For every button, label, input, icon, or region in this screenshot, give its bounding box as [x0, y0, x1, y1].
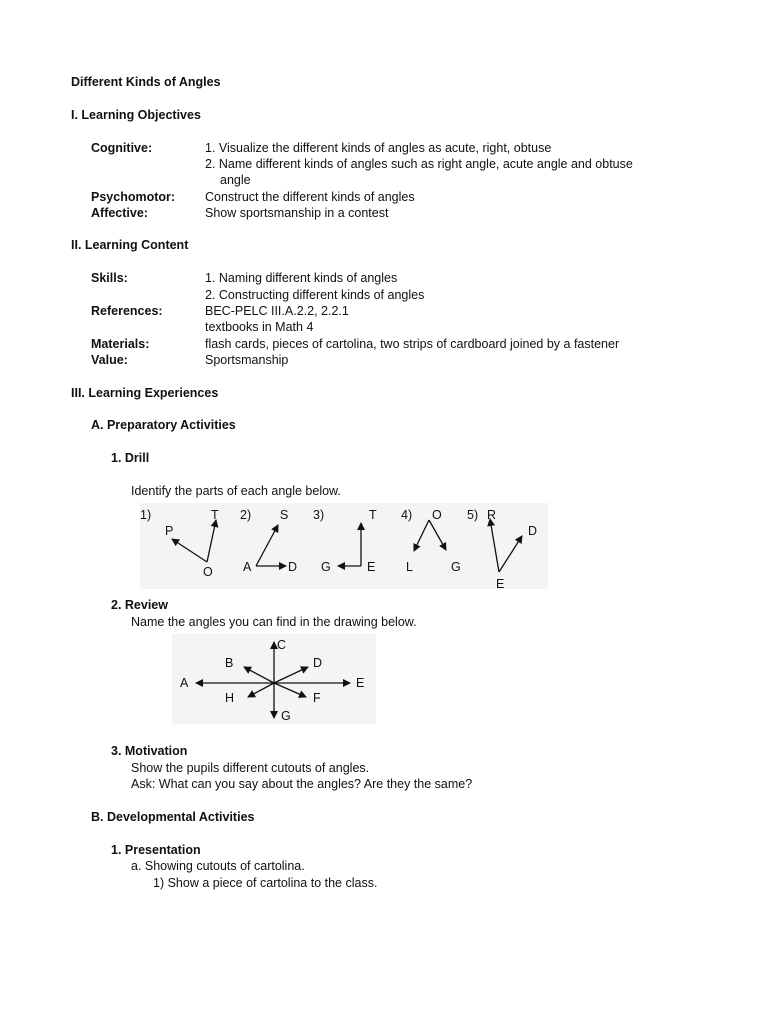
- label-o: O: [203, 565, 213, 579]
- label-e2: E: [496, 577, 505, 589]
- references-label: References:: [91, 304, 163, 318]
- presentation-heading: 1. Presentation: [111, 843, 201, 857]
- motivation-text-2: Ask: What can you say about the angles? Are they the same?: [131, 777, 473, 791]
- review-figure: [172, 634, 376, 724]
- page-title: Different Kinds of Angles: [71, 75, 221, 89]
- materials-label: Materials:: [91, 337, 150, 351]
- angle-3: [321, 508, 377, 574]
- label-l: L: [406, 560, 413, 574]
- label-g2: G: [451, 560, 461, 574]
- cognitive-objective-2-cont: angle: [220, 173, 251, 187]
- presentation-item-a: a. Showing cutouts of cartolina.: [131, 859, 305, 873]
- skills-label: Skills:: [91, 271, 128, 285]
- review-angles-diagram: [172, 634, 376, 724]
- label-e: E: [367, 560, 376, 574]
- cognitive-label: Cognitive:: [91, 141, 153, 155]
- label-s: S: [280, 508, 289, 522]
- skill-1: 1. Naming different kinds of angles: [205, 271, 398, 285]
- reference-1: BEC-PELC III.A.2.2, 2.2.1: [205, 304, 349, 318]
- label-p: P: [165, 524, 174, 538]
- angle-1: [165, 508, 219, 579]
- skill-2: 2. Constructing different kinds of angles: [205, 288, 425, 302]
- affective-label: Affective:: [91, 206, 148, 220]
- label-t: T: [211, 508, 219, 522]
- psychomotor-objective: Construct the different kinds of angles: [205, 190, 415, 204]
- label-g: G: [321, 560, 331, 574]
- label-d: D: [288, 560, 298, 574]
- motivation-text-1: Show the pupils different cutouts of angles.: [131, 761, 370, 775]
- psychomotor-label: Psychomotor:: [91, 190, 176, 204]
- materials-text: flash cards, pieces of cartolina, two strips of cardboard joined by a fastener: [205, 337, 620, 351]
- cognitive-objective-1: 1. Visualize the different kinds of angles as acute, right, obtuse: [205, 141, 552, 155]
- drill-angles-diagram: [140, 503, 548, 589]
- drill-number-3: 3): [313, 508, 325, 522]
- label-c: C: [277, 638, 287, 652]
- label-b: B: [225, 656, 234, 670]
- section-heading-experiences: III. Learning Experiences: [71, 386, 219, 400]
- presentation-item-a1: 1) Show a piece of cartolina to the class.: [153, 876, 378, 890]
- motivation-heading: 3. Motivation: [111, 744, 188, 758]
- label-d3: D: [313, 656, 323, 670]
- drill-number-2: 2): [240, 508, 252, 522]
- label-d2: D: [528, 524, 538, 538]
- label-f: F: [313, 691, 321, 705]
- review-heading: 2. Review: [111, 598, 168, 612]
- drill-number-4: 4): [401, 508, 413, 522]
- drill-number-5: 5): [467, 508, 479, 522]
- section-heading-content: II. Learning Content: [71, 238, 189, 252]
- section-heading-objectives: I. Learning Objectives: [71, 108, 201, 122]
- label-h: H: [225, 691, 235, 705]
- review-instruction: Name the angles you can find in the drawing below.: [131, 615, 417, 629]
- drill-instruction: Identify the parts of each angle below.: [131, 484, 341, 498]
- reference-2: textbooks in Math 4: [205, 320, 314, 334]
- label-a2: A: [180, 676, 189, 690]
- drill-heading: 1. Drill: [111, 451, 150, 465]
- label-g3: G: [281, 709, 291, 723]
- drill-figure: [140, 503, 548, 589]
- label-o2: O: [432, 508, 442, 522]
- cognitive-objective-2: 2. Name different kinds of angles such as right angle, acute angle and obtuse: [205, 157, 633, 171]
- label-e3: E: [356, 676, 365, 690]
- affective-objective: Show sportsmanship in a contest: [205, 206, 389, 220]
- label-r: R: [487, 508, 497, 522]
- angle-4: [406, 508, 461, 574]
- developmental-heading: B. Developmental Activities: [91, 810, 255, 824]
- value-text: Sportsmanship: [205, 353, 289, 367]
- angle-5: [487, 508, 537, 589]
- value-label: Value:: [91, 353, 128, 367]
- drill-number-1: 1): [140, 508, 152, 522]
- label-a: A: [243, 560, 252, 574]
- preparatory-heading: A. Preparatory Activities: [91, 418, 236, 432]
- label-t2: T: [369, 508, 377, 522]
